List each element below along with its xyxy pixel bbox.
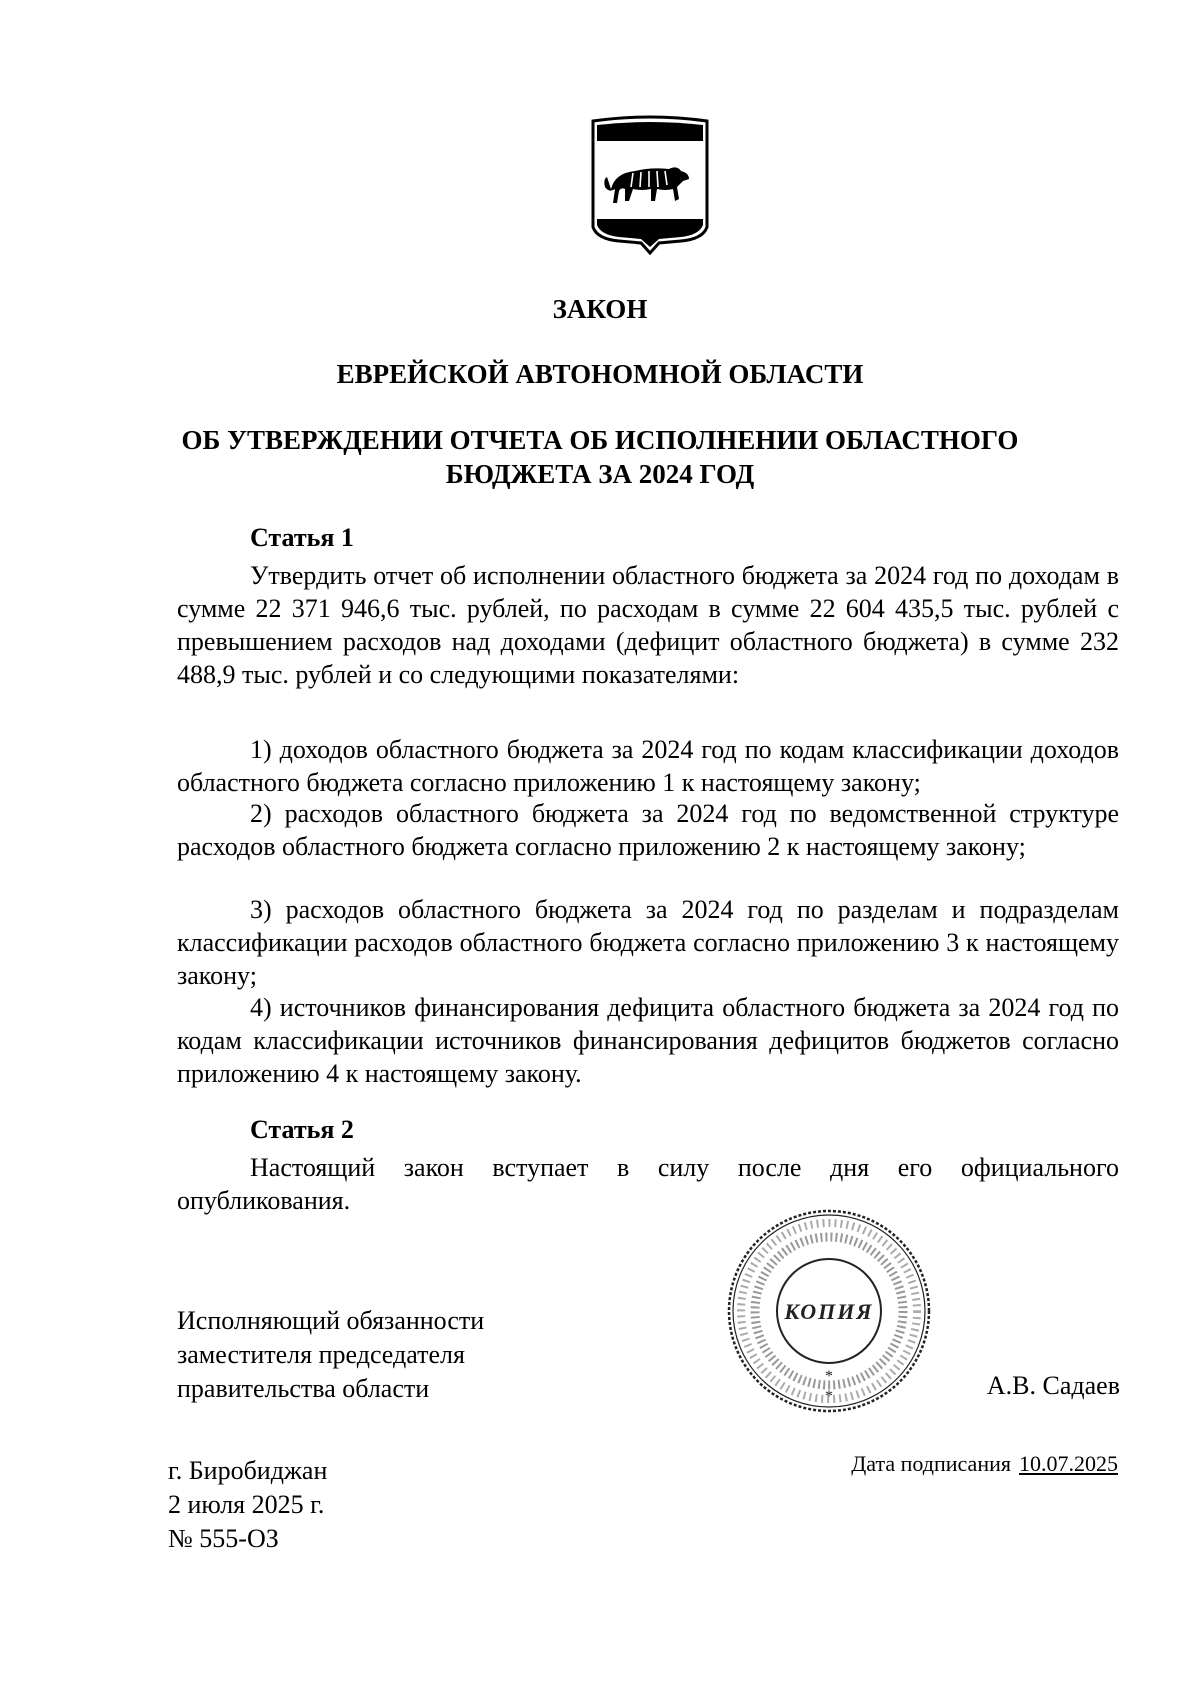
article-1-item: 1) доходов областного бюджета за 2024 год по кодам классификации доходов областного бюджета согласно приложению 1 к настоящему закону; (177, 735, 1119, 797)
article-1-title: Статья 1 (250, 523, 354, 552)
article-1-item: 4) источников финансирования дефицита областного бюджета за 2024 год по кодам классификации источников финансирования дефицитов бюджетов согласно приложению 4 к настоящему закону. (177, 993, 1119, 1088)
law-number: № 555-ОЗ (168, 1524, 279, 1553)
signatory-name: А.В. Садаев (986, 1371, 1120, 1400)
signing-date-label: Дата подписания (851, 1451, 1011, 1476)
article-1-intro: Утвердить отчет об исполнении областного бюджета за 2024 год по доходам в сумме 22 371 946,6 тыс. рублей, по расходам в сумме 22 604 435,5 тыс. рублей с превышением расходов над доходами (дефицит областного бюджета) в сумме 232 488,9 тыс. рублей и со следующими показателями: (177, 561, 1119, 689)
article-1-item: 2) расходов областного бюджета за 2024 год по ведомственной структуре расходов областного бюджета согласно приложению 2 к настоящему закону; (177, 799, 1119, 861)
law-subject-heading (150, 423, 1050, 491)
region-heading: ЕВРЕЙСКОЙ АВТОНОМНОЙ ОБЛАСТИ (336, 359, 864, 389)
article-2-text: Настоящий закон вступает в силу после дня его официального опубликования. (177, 1153, 1119, 1215)
law-issue-details (168, 1454, 327, 1556)
svg-text:*: * (825, 1388, 833, 1405)
signing-date (851, 1451, 1118, 1477)
signatory-position-line-3: правительства области (177, 1374, 430, 1403)
coat-of-arms-emblem (585, 115, 715, 257)
document-type-heading: ЗАКОН (552, 294, 648, 324)
official-seal-stamp (720, 1202, 938, 1420)
law-subject-line-2: БЮДЖЕТА ЗА 2024 ГОД (445, 459, 755, 489)
law-subject-line-1: ОБ УТВЕРЖДЕНИИ ОТЧЕТА ОБ ИСПОЛНЕНИИ ОБЛАСТНОГО (181, 425, 1019, 455)
signatory-position (177, 1304, 484, 1406)
signatory-position-line-1: Исполняющий обязанности (177, 1306, 485, 1335)
svg-text:*: * (825, 1368, 833, 1385)
signatory-position-line-2: заместителя председателя (177, 1340, 465, 1369)
issue-place: г. Биробиджан (168, 1456, 328, 1485)
stamp-center-text: КОПИЯ (784, 1299, 874, 1324)
article-2-title: Статья 2 (250, 1115, 354, 1144)
signing-date-value: 10.07.2025 (1019, 1451, 1118, 1476)
article-1-item: 3) расходов областного бюджета за 2024 год по разделам и подразделам классификации расходов областного бюджета согласно приложению 3 к настоящему закону; (177, 895, 1119, 990)
issue-date: 2 июля 2025 г. (168, 1490, 325, 1519)
